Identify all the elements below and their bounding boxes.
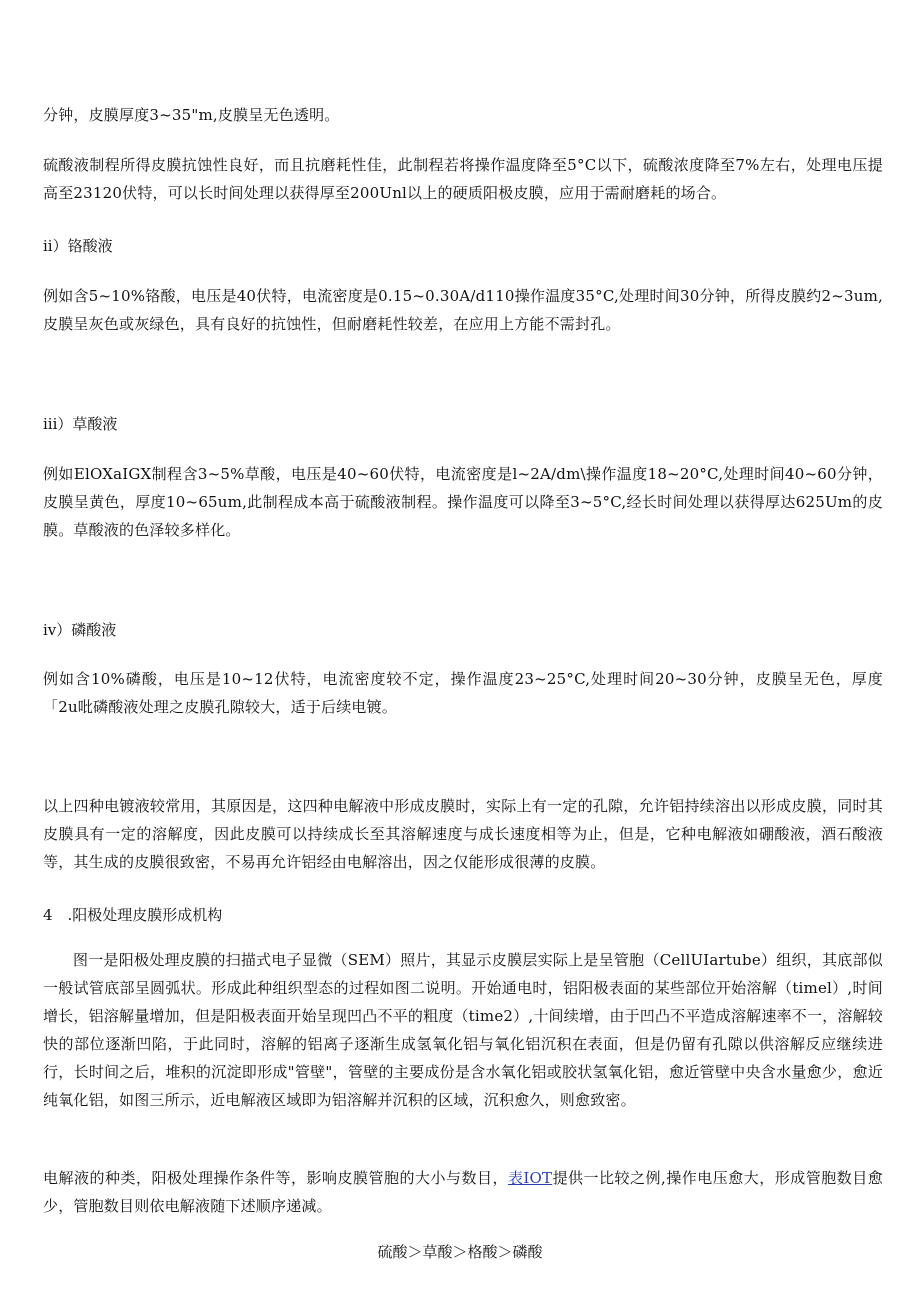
- heading-section-4: 4 .阳极处理皮膜形成机构: [43, 906, 223, 924]
- paragraph-chromic-acid: 例如含5~10%铬酸，电压是40伏特，电流密度是0.15~0.30A/d110操作温度35°C,处理时间30分钟，所得皮膜约2~3um,皮膜呈灰色或灰绿色，具有良好的抗蚀性，但耐磨耗性较差，在应用上方能不需封孔。: [43, 287, 883, 333]
- table-reference-link[interactable]: 表IOT: [507, 1169, 553, 1187]
- paragraph-electrolyte-text-after: 提供一比较之例,操作电压愈大，形成管胞数目愈少，管胞数目则依电解液随下述顺序递减。: [43, 1169, 883, 1215]
- paragraph-four-electrolytes: 以上四种电镀液较常用，其原因是，这四种电解液中形成皮膜时，实际上有一定的孔隙，允许铝持续溶出以形成皮膜，同时其皮膜具有一定的溶解度，因此皮膜可以持续成长至其溶解速度与成长速度相等为止，但是，它种电解液如硼酸液，酒石酸液等，其生成的皮膜很致密，不易再允许铝经由电解溶出，因之仅能形成很薄的皮膜。: [43, 797, 883, 871]
- heading-oxalic-acid: iii）草酸液: [43, 415, 118, 433]
- paragraph-electrolyte-text-before: 电解液的种类，阳极处理操作条件等，影响皮膜管胞的大小与数目，: [43, 1169, 508, 1187]
- paragraph-sem-mechanism: 图一是阳极处理皮膜的扫描式电子显微（SEM）照片，其显示皮膜层实际上是呈管胞（CellUIartube）组织，其底部似一般试管底部呈圆弧状。形成此种组织型态的过程如图二说明。开始通电时，铝阳极表面的某些部位开始溶解（timel）,时间增长，铝溶解量增加，但是阳极表面开始呈现凹凸不平的粗度（time2）,十间续增，由于凹凸不平造成溶解速率不一，溶解较快的部位逐渐凹陷，于此同时，溶解的铝离子逐渐生成氢氧化铝与氧化铝沉积在表面，但是仍留有孔隙以供溶解反应继续进行，长时间之后，堆积的沉淀即形成"管壁"，管壁的主要成份是含水氧化铝或胶状氢氧化铝，愈近管壁中央含水量愈少，愈近纯氧化铝，如图三所示，近电解液区域即为铝溶解并沉积的区域，沉积愈久，则愈致密。: [43, 951, 883, 1109]
- paragraph-phosphoric-acid: 例如含10%磷酸，电压是10~12伏特，电流密度较不定，操作温度23~25°C,处理时间20~30分钟，皮膜呈无色，厚度「2u吡磷酸液处理之皮膜孔隙较大，适于后续电镀。: [43, 670, 883, 716]
- paragraph-sulfuric-process: 硫酸液制程所得皮膜抗蚀性良好，而且抗磨耗性佳，此制程若将操作温度降至5°C以下，硫酸浓度降至7%左右，处理电压提高至23120伏特，可以长时间处理以获得厚至200Unl以上的硬质阳极皮膜，应用于需耐磨耗的场合。: [43, 156, 883, 202]
- paragraph-electrolyte-types: [43, 1164, 883, 1220]
- paragraph-sulfuric-thickness: 分钟，皮膜厚度3~35"m,皮膜呈无色透明。: [43, 106, 340, 124]
- heading-chromic-acid: ii）铬酸液: [43, 237, 113, 255]
- paragraph-oxalic-acid: 例如ElOXaIGX制程含3~5%草酸，电压是40~60伏特，电流密度是l~2A/dm\操作温度18~20°C,处理时间40~60分钟，皮膜呈黄色，厚度10~65um,此制程成本高于硫酸液制程。操作温度可以降至3~5°C,经长时间处理以获得厚达625Um的皮膜。草酸液的色泽较多样化。: [43, 465, 883, 539]
- heading-phosphoric-acid: iv）磷酸液: [43, 621, 117, 639]
- acid-order-line: 硫酸＞草酸＞格酸＞磷酸: [377, 1243, 543, 1261]
